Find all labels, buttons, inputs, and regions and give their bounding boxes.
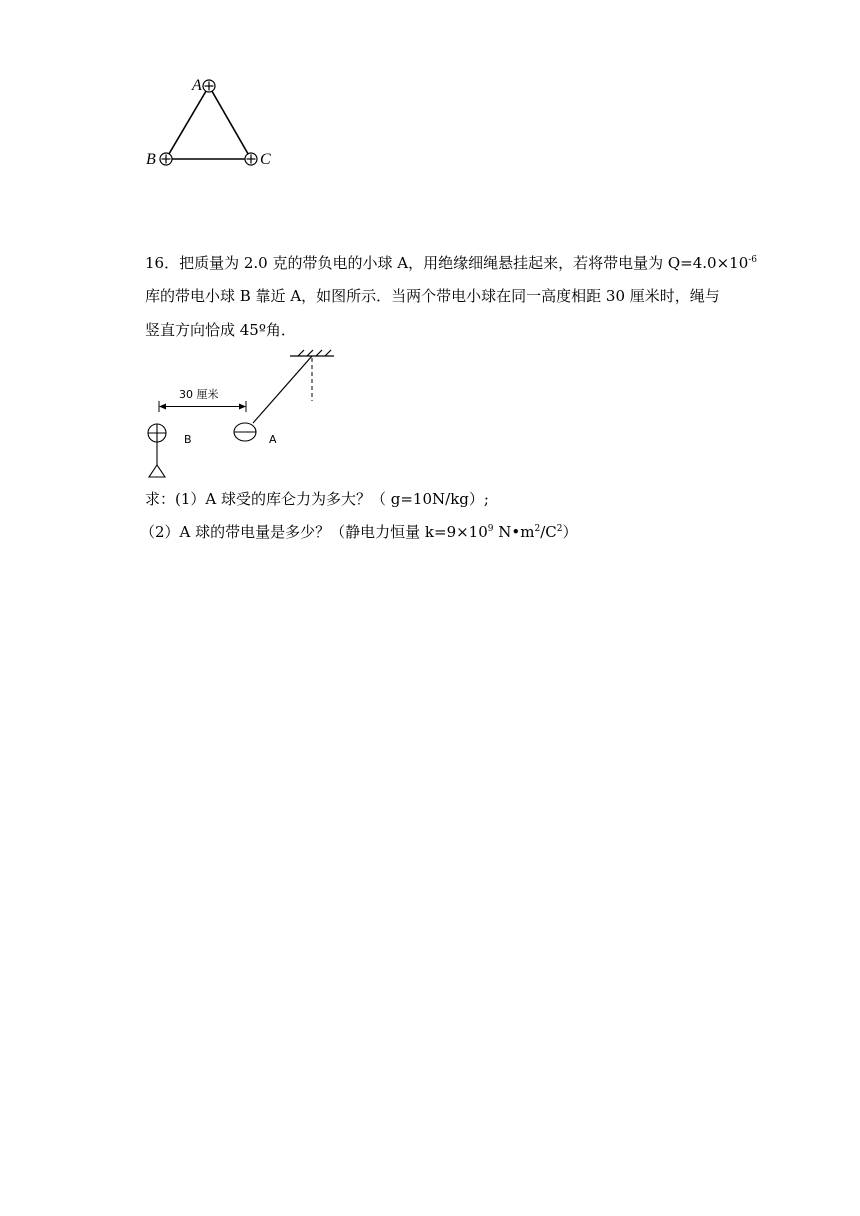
label-b: B [146, 151, 156, 168]
label-a: A [192, 77, 202, 94]
distance-label: 30 厘米 [179, 388, 219, 401]
sub-question-2-text: （2）A 球的带电量是多少？（静电力恒量 k=9×10 [140, 523, 488, 541]
label-c: C [260, 151, 271, 168]
triangle-side-ac [209, 86, 251, 159]
label-ball-a: A [269, 433, 277, 446]
c-exponent: 2 [556, 524, 563, 534]
ball-a-negative [234, 423, 256, 441]
triangle-charges-figure [140, 72, 290, 172]
ceiling-support [290, 350, 334, 356]
unit-c: /C [540, 523, 557, 541]
question-line-3-text: 竖直方向恰成 45º角． [145, 321, 296, 339]
question-line-1 [145, 254, 758, 272]
m-exponent: 2 [534, 524, 541, 534]
question-line-2-text: 库的带电小球 B 靠近 A，如图所示．当两个带电小球在同一高度相距 30 厘米时，绳与 [145, 287, 720, 305]
charge-c [245, 153, 257, 165]
label-ball-b: B [184, 433, 192, 446]
distance-arrow [159, 401, 246, 412]
sub-question-2 [140, 525, 720, 540]
insulating-stand [149, 442, 165, 477]
question-number: 16． [145, 254, 180, 272]
string [253, 356, 312, 423]
ball-b-positive [148, 424, 166, 442]
sub-question-1 [145, 492, 725, 507]
question-line-3 [145, 323, 725, 338]
triangle-side-ab [166, 86, 209, 159]
charge-exponent: -6 [748, 255, 758, 265]
charge-a [203, 80, 215, 92]
pendulum-figure [140, 348, 350, 480]
question-line-2 [145, 289, 725, 304]
charge-b [160, 153, 172, 165]
k-exponent: 9 [487, 524, 494, 534]
unit-n-m: N•m [493, 523, 535, 541]
sub-question-1-text: 求：(1）A 球受的库仑力为多大？（ g=10N/kg）; [145, 490, 489, 508]
closing-paren: ） [562, 523, 578, 541]
question-line-1-text: 把质量为 2.0 克的带负电的小球 A，用绝缘细绳悬挂起来，若将带电量为 Q=4.0×10 [179, 254, 749, 272]
